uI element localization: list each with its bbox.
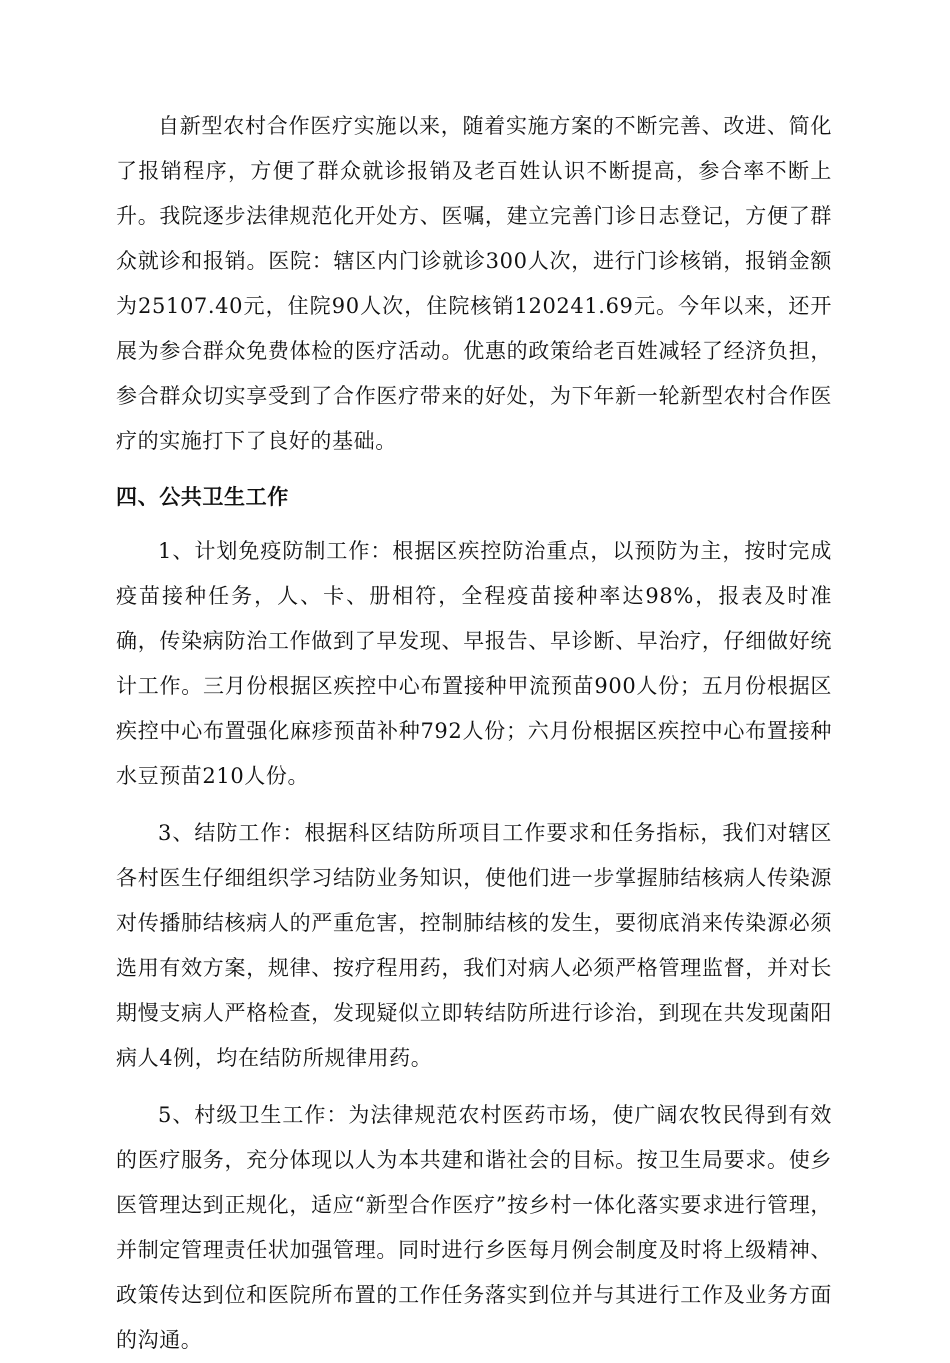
paragraph-village-health: 5、村级卫生工作：为法律规范农村医药市场，使广阔农牧民得到有效的医疗服务，充分体现以人为本共建和谐社会的目标。按卫生局要求。使乡医管理达到正规化，适应“新型合作医疗”按乡村一体化落实要求进行管理，并制定管理责任状加强管理。同时进行乡医每月例会制度及时将上级精神、政策传达到位和医院所布置的工作任务落实到位并与其进行工作及业务方面的沟通。 xyxy=(116,1103,832,1352)
paragraph-immunization: 1、计划免疫防制工作：根据区疾控防治重点，以预防为主，按时完成疫苗接种任务，人、卡、册相符，全程疫苗接种率达98%，报表及时准确，传染病防治工作做到了早发现、早报告、早诊断、早治疗，仔细做好统计工作。三月份根据区疾控中心布置接种甲流预苗900人份；五月份根据区疾控中心布置强化麻疹预苗补种792人份；六月份根据区疾控中心布置接种水豆预苗210人份。 xyxy=(116,539,832,788)
section-heading-public-health: 四、公共卫生工作 xyxy=(116,484,289,509)
paragraph-tuberculosis-prevention: 3、结防工作：根据科区结防所项目工作要求和任务指标，我们对辖区各村医生仔细组织学习结防业务知识，使他们进一步掌握肺结核病人传染源对传播肺结核病人的严重危害，控制肺结核的发生，要彻底消来传染源必须选用有效方案，规律、按疗程用药，我们对病人必须严格管理监督，并对长期慢支病人严格检查，发现疑似立即转结防所进行诊治，到现在共发现菌阳病人4例，均在结防所规律用药。 xyxy=(116,821,832,1070)
paragraph-rural-cooperative-medical: 自新型农村合作医疗实施以来，随着实施方案的不断完善、改进、简化了报销程序，方便了群众就诊报销及老百姓认识不断提高，参合率不断上升。我院逐步法律规范化开处方、医嘱，建立完善门诊日志登记，方便了群众就诊和报销。医院：辖区内门诊就诊300人次，进行门诊核销，报销金额为25107.40元，住院90人次，住院核销120241.69元。今年以来，还开展为参合群众免费体检的医疗活动。优惠的政策给老百姓减轻了经济负担，参合群众切实享受到了合作医疗带来的好处，为下年新一轮新型农村合作医疗的实施打下了良好的基础。 xyxy=(116,114,832,453)
document-body xyxy=(116,104,832,1363)
